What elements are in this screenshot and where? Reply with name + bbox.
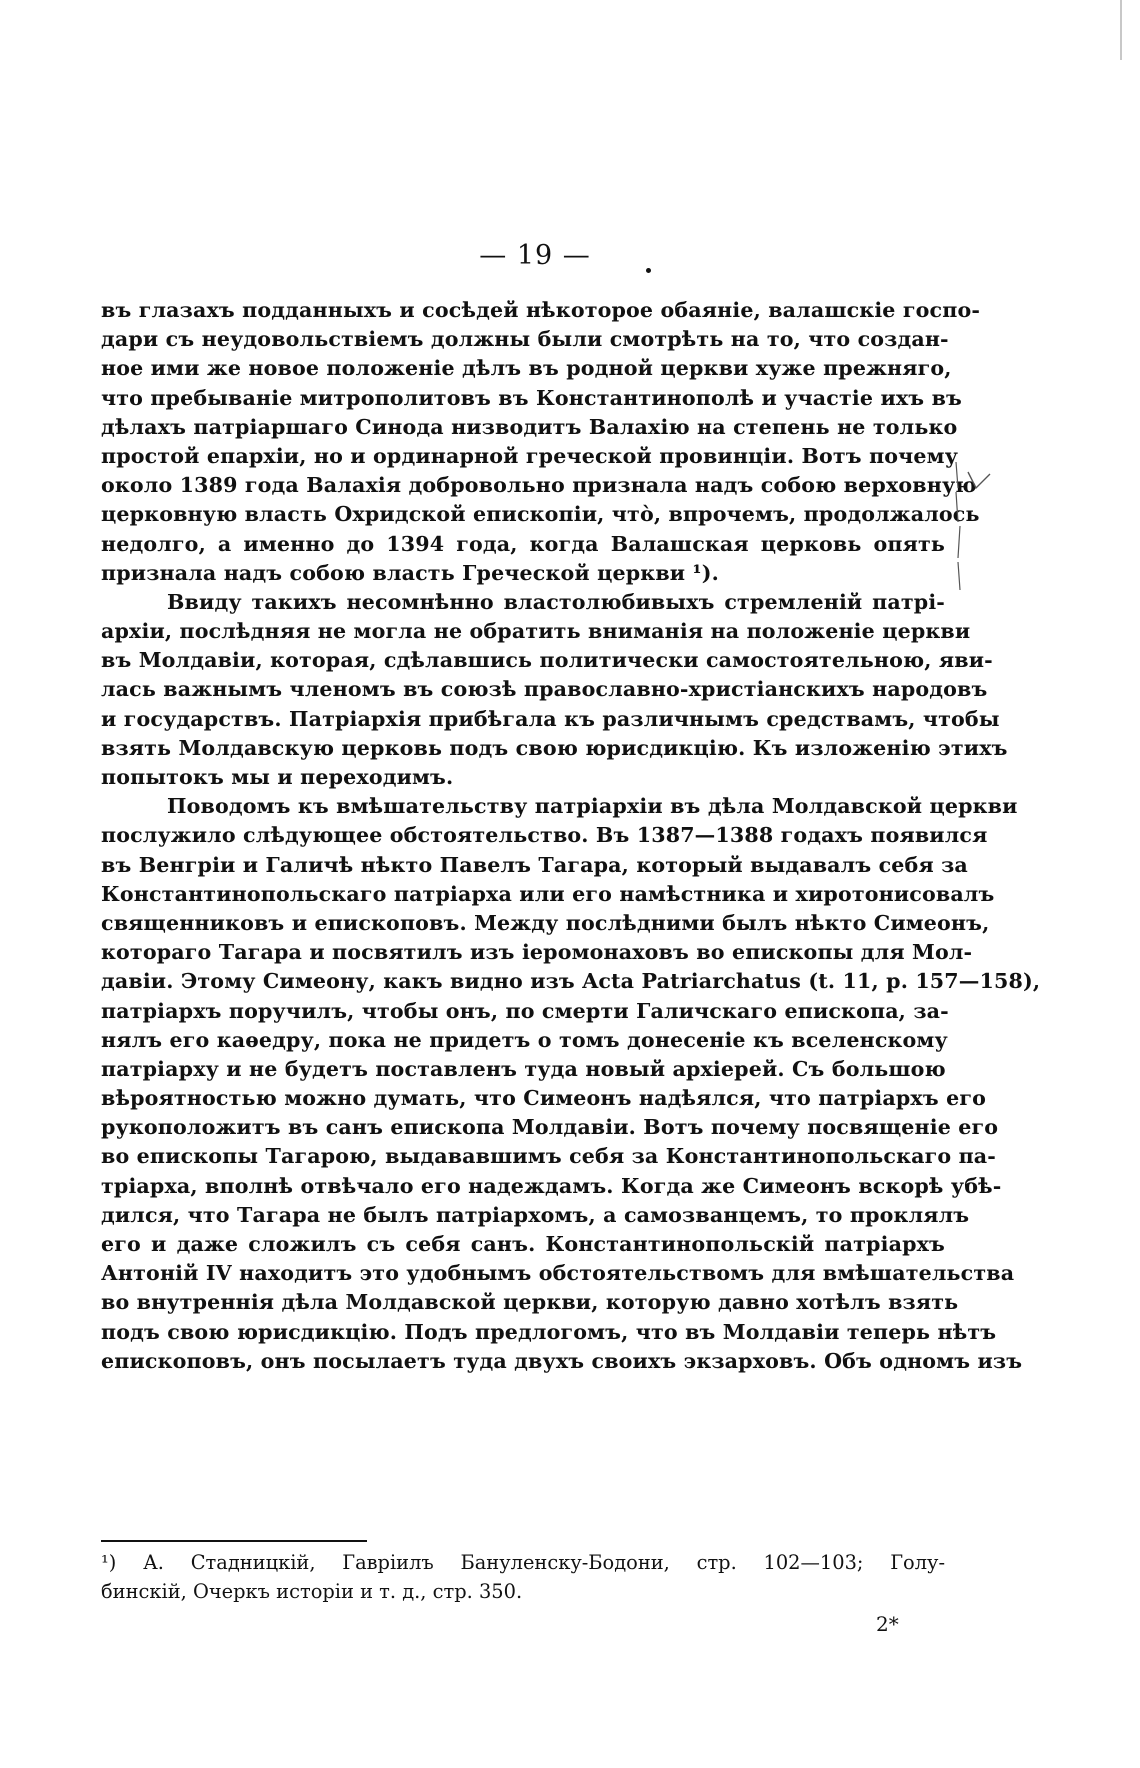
text-line: что пребываніе митрополитовъ въ Константинополѣ и участіе ихъ въ: [101, 385, 962, 410]
text-line: простой епархіи, но и ординарной греческой провинціи. Вотъ почему: [101, 443, 959, 468]
text-line: дѣлахъ патріаршаго Синода низводитъ Валахію на степень не только: [101, 414, 958, 439]
text-line: ное ими же новое положеніе дѣлъ въ родной церкви хуже прежняго,: [101, 356, 952, 381]
footnote-line: [101, 1577, 945, 1606]
text-line: недолго, а именно до 1394 года, когда Валашская церковь опять: [101, 531, 945, 556]
text-line: Поводомъ къ вмѣшательству патріархіи въ дѣла Молдавской церкви: [167, 794, 1018, 819]
printer-signature: 2*: [876, 1612, 899, 1636]
text-line: дари съ неудовольствіемъ должны были смотрѣть на то, что создан-: [101, 327, 949, 352]
text-line: въ Молдавіи, которая, сдѣлавшись политически самостоятельною, яви-: [101, 648, 993, 673]
text-line: признала надъ собою власть Греческой церкви ¹).: [101, 560, 719, 585]
text-line: Ввиду такихъ несомнѣнно властолюбивыхъ стремленій патрі-: [167, 589, 945, 614]
text-line: патріарху и не будетъ поставленъ туда новый архіерей. Съ большою: [101, 1056, 946, 1081]
text-line: рукоположитъ въ санъ епископа Молдавіи. Вотъ почему посвященіе его: [101, 1115, 999, 1140]
text-line: нялъ его каѳедру, пока не придетъ о томъ донесеніе къ вселенскому: [101, 1027, 948, 1052]
text-line: взять Молдавскую церковь подъ свою юрисдикцію. Къ изложенію этихъ: [101, 735, 1008, 760]
footnote-text: А. Стадницкій, Гавріилъ Бануленску-Бодони, стр. 102—103; Голу-: [116, 1551, 945, 1574]
text-line: въ Венгріи и Галичѣ нѣкто Павелъ Тагара, который выдавалъ себя за: [101, 852, 968, 877]
footnotes: [101, 1548, 945, 1606]
text-line: давіи. Этому Симеону, какъ видно изъ Acta Patriarchatus (t. 11, p. 157—158),: [101, 969, 1041, 994]
text-line: священниковъ и епископовъ. Между послѣдними былъ нѣкто Симеонъ,: [101, 910, 990, 935]
text-line: патріархъ поручилъ, чтобы онъ, по смерти Галичскаго епископа, за-: [101, 998, 949, 1023]
text-line: лась важнымъ членомъ въ союзѣ православно-христіанскихъ народовъ: [101, 677, 988, 702]
page-number: — 19 —: [479, 240, 591, 271]
text-line: во внутреннія дѣла Молдавской церкви, которую давно хотѣлъ взять: [101, 1290, 959, 1315]
text-line: подъ свою юрисдикцію. Подъ предлогомъ, что въ Молдавіи теперь нѣтъ: [101, 1319, 997, 1344]
text-line: вѣроятностью можно думать, что Симеонъ надѣялся, что патріархъ его: [101, 1086, 986, 1111]
text-line: и государствъ. Патріархія прибѣгала къ различнымъ средствамъ, чтобы: [101, 706, 1000, 731]
footnote-mark: ¹): [101, 1551, 117, 1574]
body-text: [101, 296, 1041, 1376]
text-line: Антоній IV находитъ это удобнымъ обстоятельствомъ для вмѣшательства: [101, 1261, 1015, 1286]
footnote-text: бинскій, Очеркъ исторіи и т. д., стр. 350.: [101, 1580, 523, 1603]
text-line: около 1389 года Валахія добровольно признала надъ собою верховную: [101, 473, 977, 498]
text-line: въ глазахъ подданныхъ и сосѣдей нѣкоторое обаяніе, валашскіе госпо-: [101, 298, 981, 322]
text-line: его и даже сложилъ съ себя санъ. Константинопольскій патріархъ: [101, 1232, 945, 1256]
text-line: во епископы Тагарою, выдававшимъ себя за Константинопольскаго па-: [101, 1144, 996, 1169]
footnote-line: [101, 1548, 945, 1577]
page-edge-line: [1120, 0, 1122, 60]
text-line: котораго Тагара и посвятилъ изъ іеромонаховъ во епископы для Мол-: [101, 940, 973, 965]
text-line: епископовъ, онъ посылаетъ туда двухъ своихъ экзарховъ. Объ одномъ изъ: [101, 1348, 1023, 1373]
text-line: церковную власть Охридской епископіи, что̀, впрочемъ, продолжалось: [101, 502, 980, 527]
text-line: тріарха, вполнѣ отвѣчало его надеждамъ. Когда же Симеонъ вскорѣ убѣ-: [101, 1173, 1002, 1198]
pencil-margin-mark-icon: [952, 458, 1002, 608]
text-line: послужило слѣдующее обстоятельство. Въ 1387—1388 годахъ появился: [101, 823, 988, 848]
text-line: попытокъ мы и переходимъ.: [101, 765, 454, 789]
text-line: Константинопольскаго патріарха или его намѣстника и хиротонисовалъ: [101, 881, 995, 906]
footnote-rule: [101, 1540, 367, 1542]
text-line: архіи, послѣдняя не могла не обратить вниманія на положеніе церкви: [101, 619, 971, 644]
text-line: дился, что Тагара не былъ патріархомъ, а самозванцемъ, то проклялъ: [101, 1202, 970, 1227]
print-speck: [646, 268, 651, 273]
